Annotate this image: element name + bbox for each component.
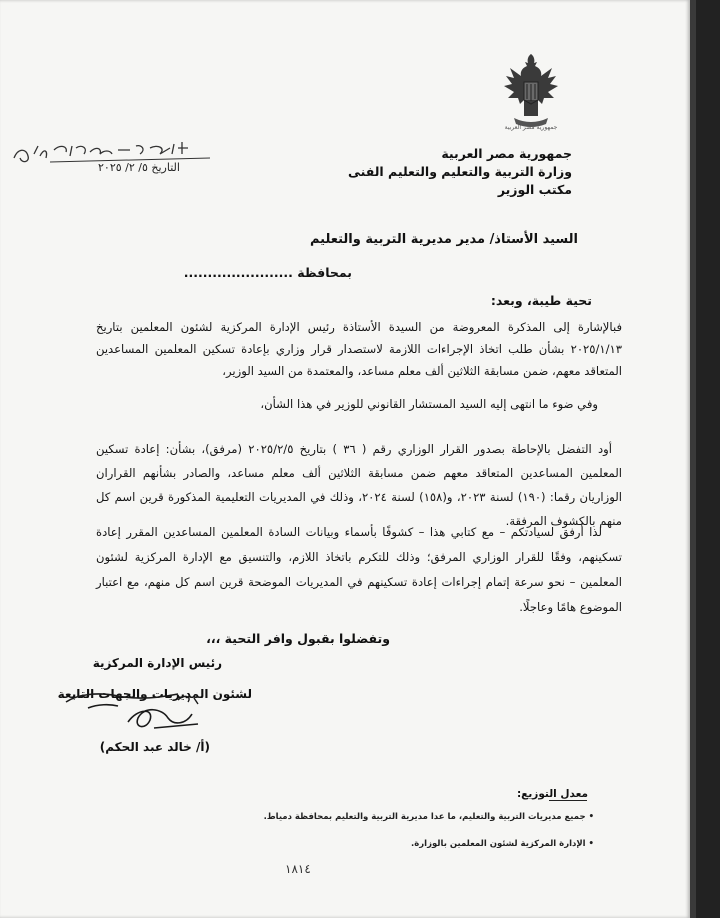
signatory-title-1: رئيس الإدارة المركزية [92,656,222,670]
header-office: مكتب الوزير [497,182,572,197]
paragraph-3: أود التفضل بالإحاطة بصدور القرار الوزاري رقم ( ٣٦ ) بتاريخ ٢٠٢٥/٢/٥ (مرفق)، بشأن: إعادة تسكين المعلمين المساعدين المتعاقد معهم ضمن مسابقة الثلاثين ألف معلم مساعد، والصادر بشأنهم القراران الوزاريان رقما: (١٩٠) لسنة ٢٠٢٣، و(١٥٨) لسنة ٢٠٢٤، وذلك في المديريات التعليمية المذكورة قرين اسم كل منهم بالكشوف المرفقة. [96,442,622,528]
paragraph-2: وفي ضوء ما انتهى إليه السيد المستشار القانوني للوزير في هذا الشأن، [260,397,598,411]
signatory-name: (أ/ خالد عبد الحكم) [99,740,210,754]
bottom-number: ١٨١٤ [285,862,311,876]
header-country: جمهورية مصر العربية [441,146,572,161]
emblem-caption: جمهورية مصر العربية [504,124,558,131]
greeting: تحية طيبة، وبعد: [490,293,592,308]
letter-date: التاريخ ٥/ ٢/ ٢٠٢٥ [98,161,180,174]
distribution-item: • جميع مديريات التربية والتعليم، ما عدا مديرية التربية والتعليم بمحافظة دمياط. [263,812,594,822]
paragraph-1: فبالإشارة إلى المذكرة المعروضة من السيدة الأستاذة رئيس الإدارة المركزية لشئون المعلمين بتاريخ ٢٠٢٥/١/١٣ بشأن طلب اتخاذ الإجراءات اللازمة لاستصدار قرار وزاري بإعادة تسكين المعلمين المساعدين المتعاقد معهم، ضمن مسابقة الثلاثين ألف معلم مساعد، والمعتمدة من السيد الوزير، [96,320,622,378]
paragraph-4: لذا أرفق لسيادتكم – مع كتابي هذا – كشوفًا بأسماء وبيانات السادة المعلمين المساعدين المقرر إعادة تسكينهم، وفقًا للقرار الوزاري المرفق؛ وذلك للتكرم باتخاذ اللازم، والتنسيق مع الإدارة المركزية لشئون المعلمين – نحو سرعة إتمام إجراءات إعادة تسكينهم في المديريات الموضحة قرين اسم كل منهم، مع اعتبار الموضوع هامًا وعاجلًا. [96,525,622,614]
distribution-underline [549,800,587,801]
distribution-item: • الإدارة المركزية لشئون المعلمين بالوزارة. [411,839,594,849]
distribution-title: معدل التوزيع: [516,788,588,800]
signatory-title-2: لشئون المديريات والجهات التابعة [57,687,252,701]
addressee-governorate: بمحافظة ....................... [183,265,352,280]
addressee-title: السيد الأستاذ/ مدير مديرية التربية والتعليم [309,232,578,247]
closing-line: وتفضلوا بقبول وافر التحية ،،، [206,631,390,646]
handwritten-signature [58,678,258,748]
header-ministry: وزارة التربية والتعليم والتعليم الفنى [347,164,572,179]
scan-shadow [690,0,696,918]
